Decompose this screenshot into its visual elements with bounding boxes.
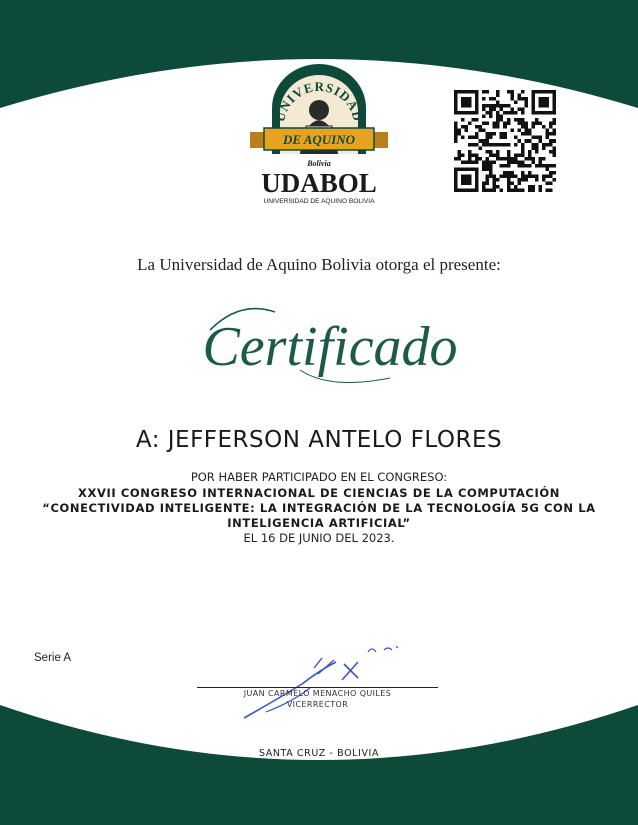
qr-code-icon [454,90,556,192]
signer-block [197,688,438,710]
certificate-title [180,290,480,400]
congress-line-3: INTELIGENCIA ARTIFICIAL” [227,516,411,530]
signer-role: VICERRECTOR [286,700,349,709]
participation-reason: POR HABER PARTICIPADO EN EL CONGRESO: [190,470,448,484]
congress-line-1: XXVII CONGRESO INTERNACIONAL DE CIENCIAS DE LA COMPUTACIÓN [78,486,560,500]
recipient-name: A: JEFFERSON ANTELO FLORES [135,427,503,453]
intro-text: La Universidad de Aquino Bolivia otorga el presente: [137,255,501,274]
issue-place: SANTA CRUZ - BOLIVIA [258,748,380,759]
congress-title [40,486,598,531]
serie-label: Serie A [34,652,72,664]
event-date: EL 16 DE JUNIO DEL 2023. [243,531,395,545]
congress-line-2: “CONECTIVIDAD INTELIGENTE: LA INTEGRACIÓN DE LA TECNOLOGÍA 5G CON LA [42,501,596,515]
logo-wordmark: UDABOL [261,168,377,198]
signature [236,640,416,724]
signer-name: JUAN CARMELO MENACHO QUILES [243,689,392,698]
certificate-title-text: Certificado [202,316,458,378]
logo-subtitle: UNIVERSIDAD DE AQUINO BOLIVIA [263,198,375,205]
logo-arc-text: UNIVERSIDAD [272,78,366,124]
logo-country-text: Bolivia [307,159,331,168]
logo-banner-text: DE AQUINO [282,132,356,147]
udabol-logo [246,62,392,208]
